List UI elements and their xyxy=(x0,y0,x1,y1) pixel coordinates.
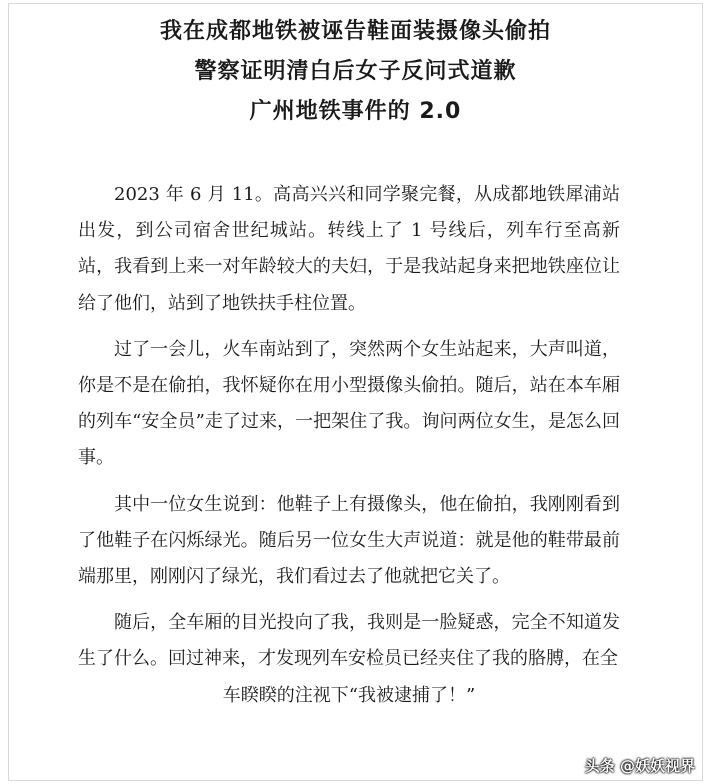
document-title xyxy=(0,12,711,132)
paragraph-3: 其中一位女生说到：他鞋子上有摄像头，他在偷拍，我刚刚看到了他鞋子在闪烁绿光。随后另一位女生大声说道：就是他的鞋带最前端那里，刚刚闪了绿光，我们看过去了他就把它关了。 xyxy=(78,493,620,588)
title-line-3: 广州地铁事件的 2.0 xyxy=(249,99,462,124)
paragraph-4: 随后，全车厢的目光投向了我，我则是一脸疑惑，完全不知道发生了什么。回过神来，才发现列车安检员已经夹住了我的胳膊，在全 xyxy=(78,612,620,670)
title-line-2: 警察证明清白后女子反问式道歉 xyxy=(194,59,517,84)
paragraph-1: 2023 年 6 月 11。高高兴兴和同学聚完餐，从成都地铁犀浦站出发，到公司宿舍世纪城站。转线上了 1 号线后，列车行至高新站，我看到上来一对年龄较大的夫妇，于是我站起身来把地铁座位让给了他们，站到了地铁扶手柱位置。 xyxy=(78,184,620,314)
watermark: 头条 @妖妖视界 xyxy=(584,757,695,775)
document-body xyxy=(78,177,620,714)
title-line-1: 我在成都地铁被诬告鞋面装摄像头偷拍 xyxy=(159,19,551,44)
paragraph-4-last-line: 车睽睽的注视下“我被逮捕了！” xyxy=(222,684,476,706)
paragraph-2: 过了一会儿，火车南站到了，突然两个女生站起来，大声叫道，你是不是在偷拍，我怀疑你在用小型摄像头偷拍。随后，站在本车厢的列车“安全员”走了过来，一把架住了我。询问两位女生，是怎么回事。 xyxy=(78,338,620,469)
